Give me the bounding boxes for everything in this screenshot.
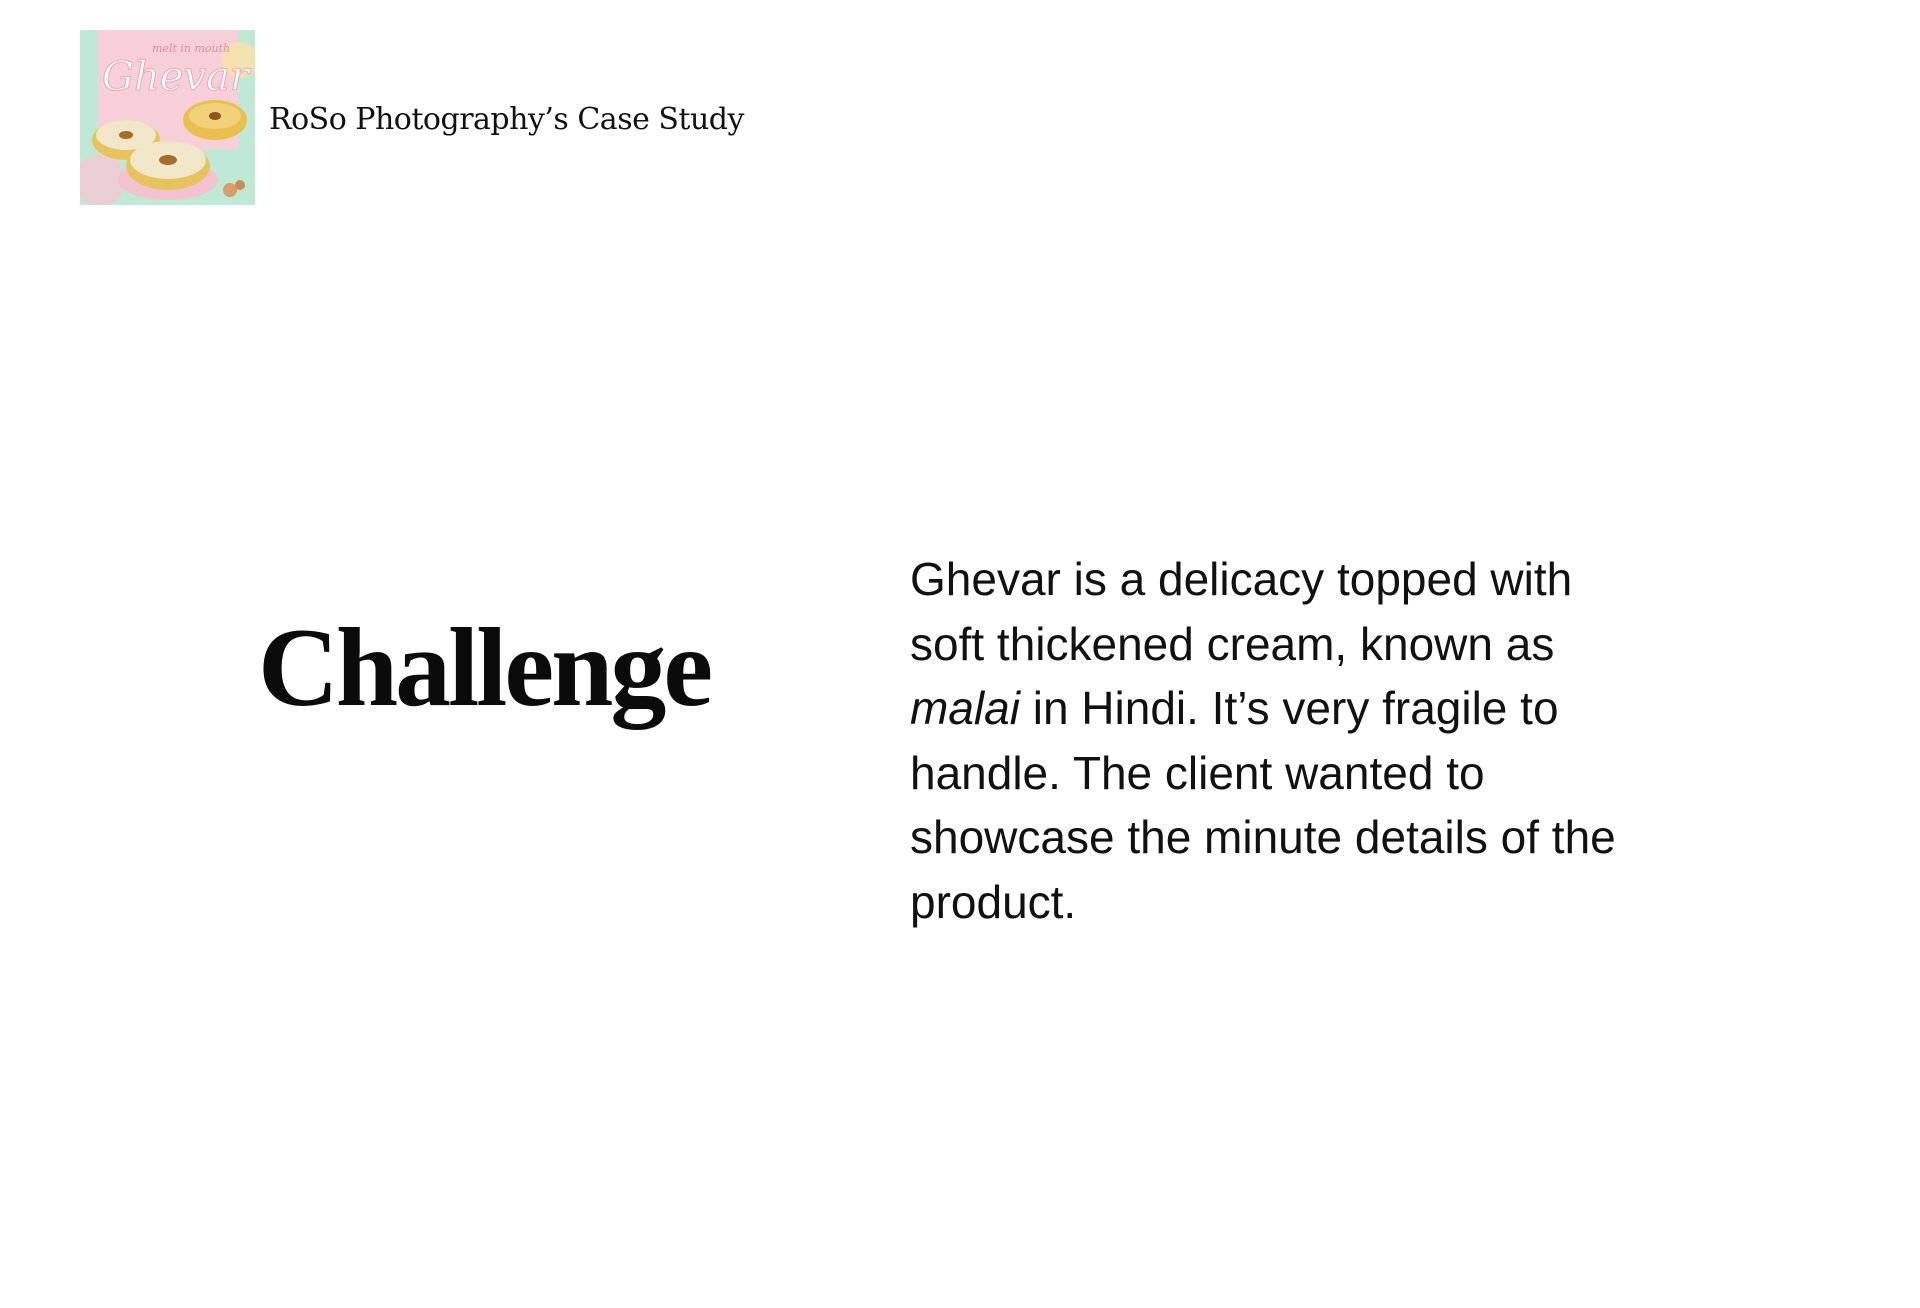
challenge-heading: Challenge [258, 606, 711, 730]
svg-text:Ghevar: Ghevar [102, 54, 249, 100]
challenge-description [910, 547, 1650, 934]
challenge-text-part1: Ghevar is a delicacy topped with soft thickened cream, known as [910, 553, 1573, 670]
case-study-title: RoSo Photography’s Case Study [269, 102, 744, 137]
ghevar-thumbnail-image [80, 30, 255, 205]
ghevar-cover-icon [80, 30, 255, 205]
svg-text:melt in mouth: melt in mouth [152, 42, 231, 55]
challenge-text-part2: in Hindi. It’s very fragile to handle. The client wanted to showcase the minute details of the product. [910, 682, 1616, 928]
malai-emphasis: malai [910, 682, 1020, 734]
case-study-header [80, 30, 744, 205]
